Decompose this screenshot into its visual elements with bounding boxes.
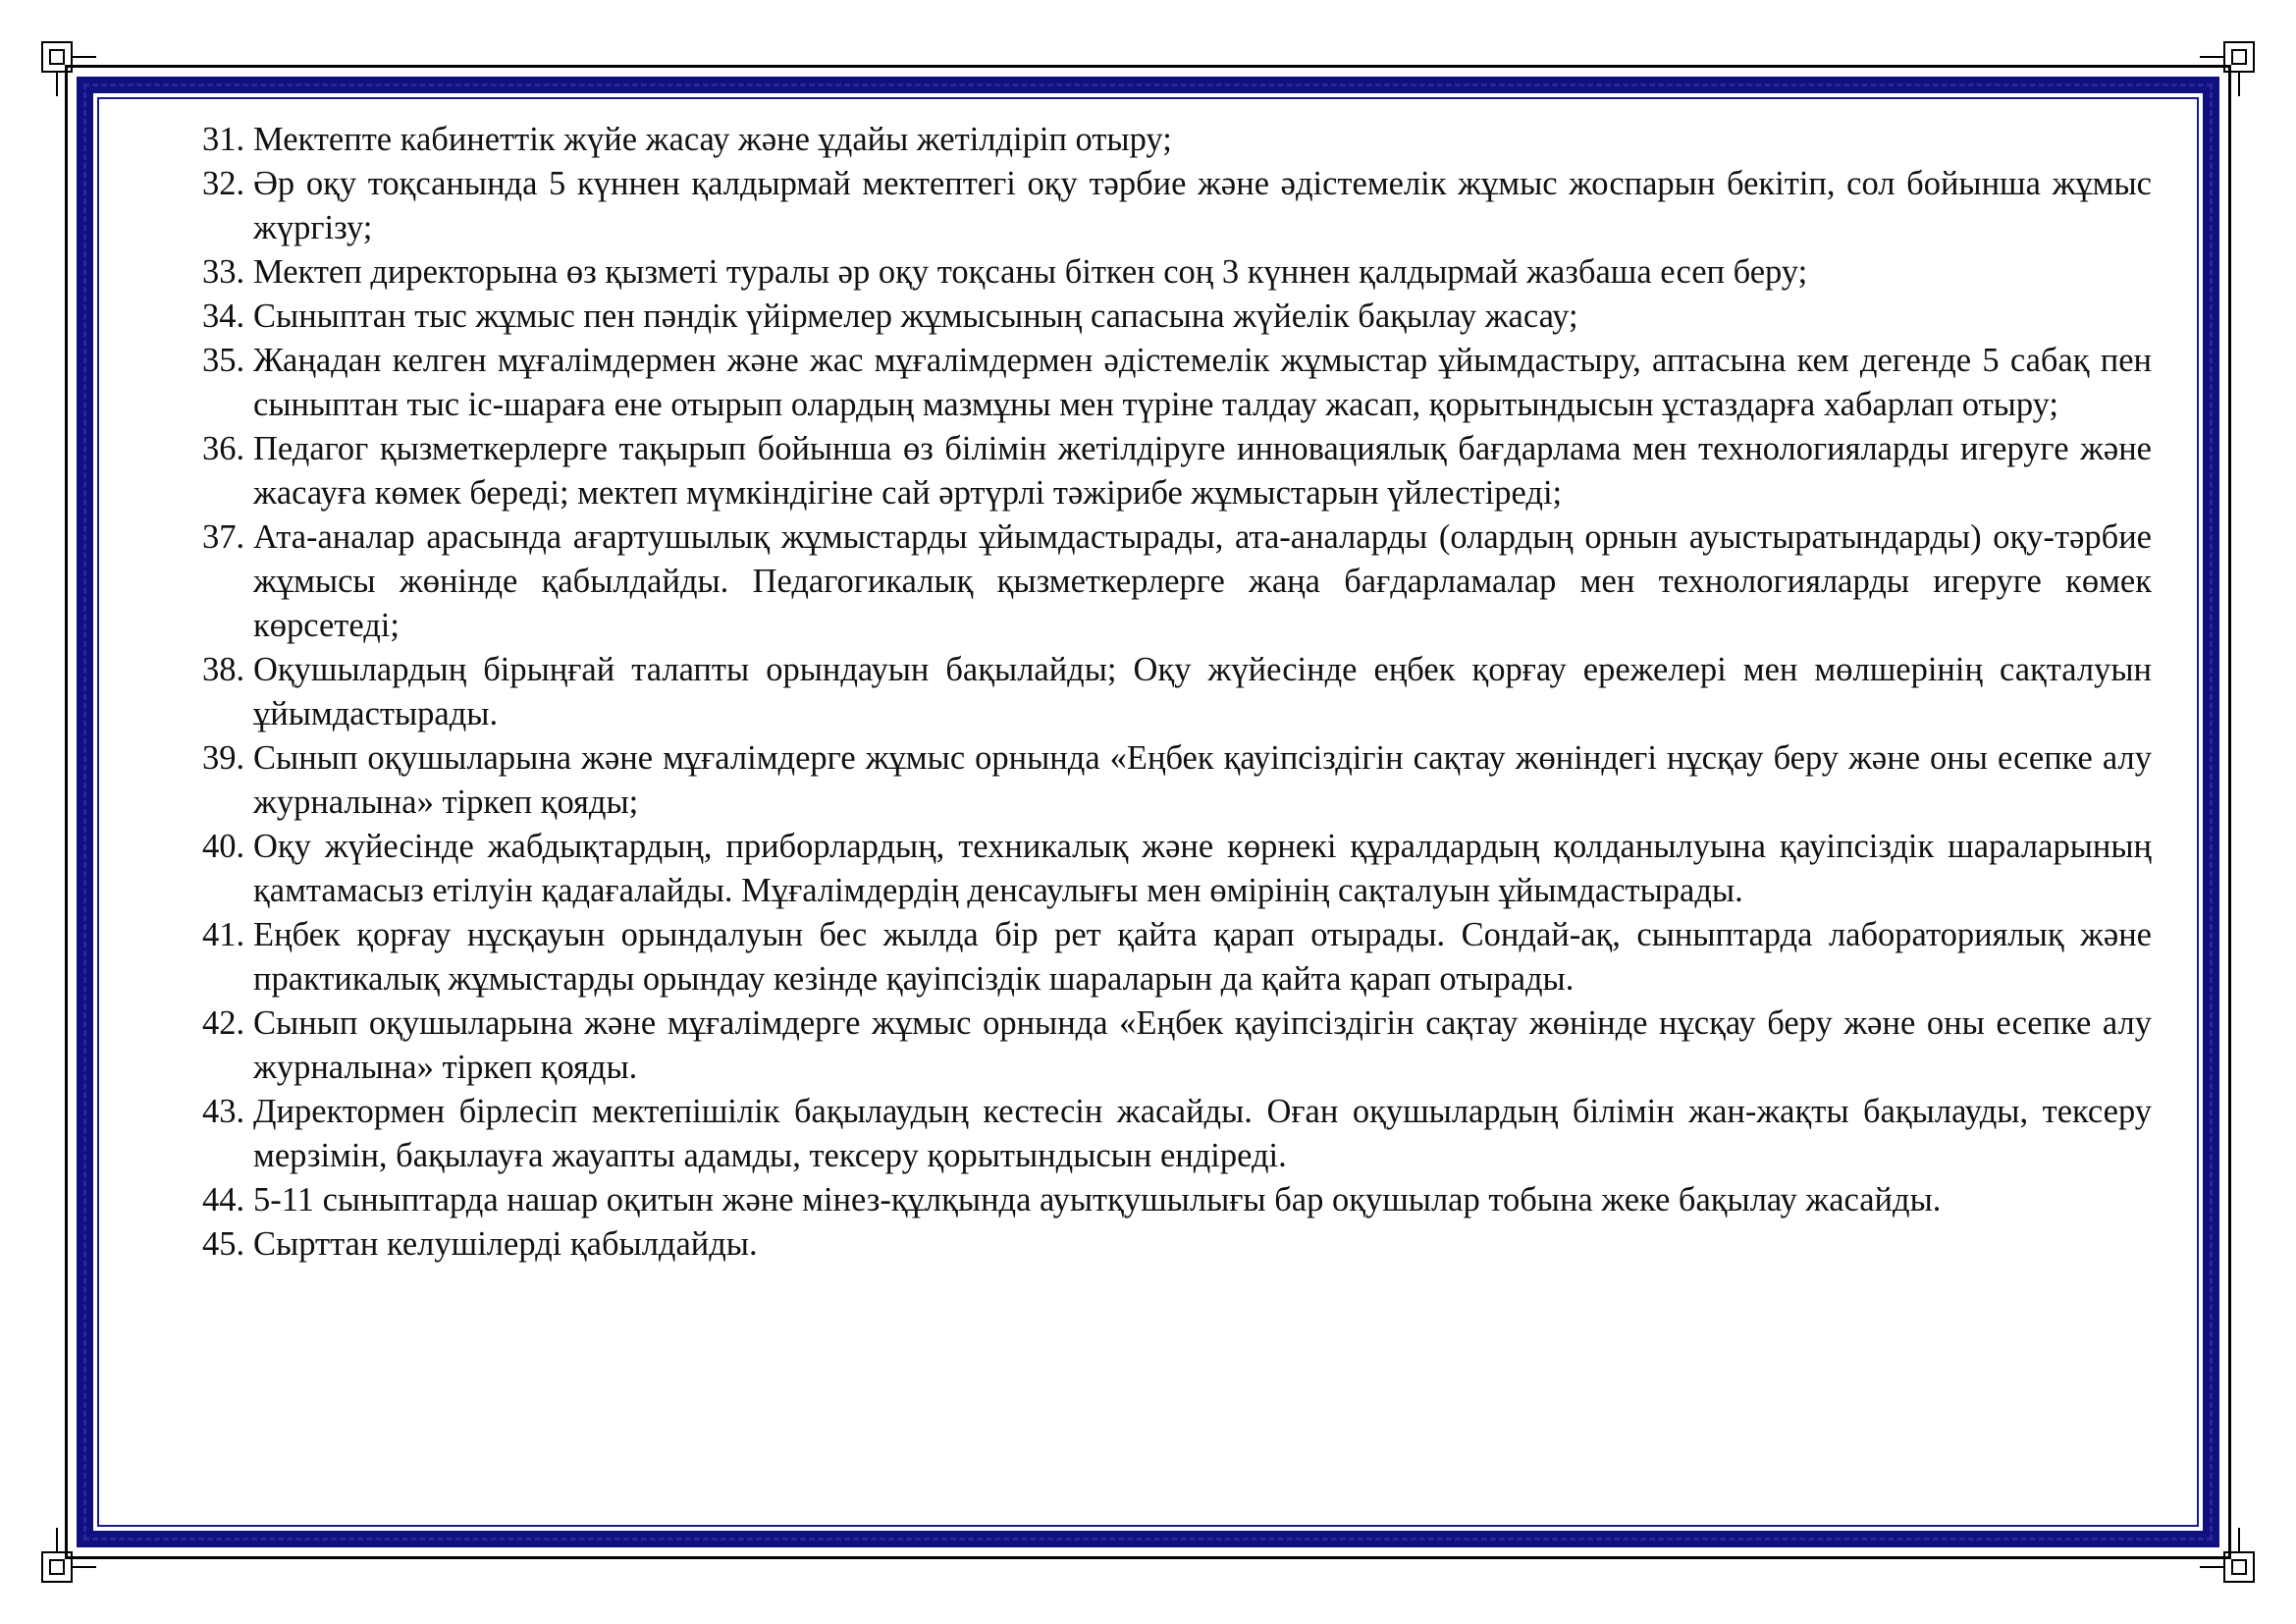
list-item-number: 44. <box>202 1181 245 1218</box>
list-item-number: 39. <box>202 739 245 777</box>
list-item-number: 35. <box>202 342 245 379</box>
list-item-text: Оқу жүйесінде жабдықтардың, приборлардың, техникалық және көрнекі құралдардың қолданылуына қауіпсіздік шараларының қамтамасыз етілуін қадағалайды. Мұғалімдердің денсаулығы мен өмірінің сақталуын ұйымдастырады. <box>253 828 2152 909</box>
list-item-number: 32. <box>202 165 245 202</box>
frame-corner-ornament-icon <box>41 41 96 96</box>
list-item-text: Сыныптан тыс жұмыс пен пәндік үйірмелер жұмысының сапасына жүйелік бақылау жасау; <box>253 298 1578 335</box>
list-item <box>202 427 2152 515</box>
list-item-number: 37. <box>202 518 245 556</box>
list-item-number: 40. <box>202 828 245 865</box>
list-item <box>202 339 2152 427</box>
list-item <box>202 1090 2152 1178</box>
list-item <box>202 913 2152 1001</box>
list-item <box>202 648 2152 736</box>
list-item-number: 41. <box>202 916 245 953</box>
list-item-text: Әр оқу тоқсанында 5 күннен қалдырмай мектептегі оқу тәрбие және әдістемелік жұмыс жоспарын бекітіп, сол бойынша жұмыс жүргізу; <box>253 165 2152 246</box>
list-item-text: Сынып оқушыларына және мұғалімдерге жұмыс орнында «Еңбек қауіпсіздігін сақтау жөніндегі нұсқау беру және оны есепке алу журналына» тіркеп қояды; <box>253 739 2152 821</box>
list-item <box>202 1001 2152 1090</box>
list-item-text: Мектепте кабинеттік жүйе жасау және ұдайы жетілдіріп отыру; <box>253 121 1172 158</box>
list-item-text: Оқушылардың бірыңғай талапты орындауын бақылайды; Оқу жүйесінде еңбек қорғау ережелері мен мөлшерінің сақталуын ұйымдастырады. <box>253 651 2152 732</box>
list-item-number: 43. <box>202 1093 245 1130</box>
list-item <box>202 736 2152 825</box>
list-item-text: Еңбек қорғау нұсқауын орындалуын бес жылда бір рет қайта қарап отырады. Сондай-ақ, сыныптарда лабораториялық және практикалық жұмыстарды орындау кезінде қауіпсіздік шараларын да қайта қарап отырады. <box>253 916 2152 998</box>
list-item <box>202 162 2152 250</box>
list-item-number: 42. <box>202 1004 245 1042</box>
list-item-number: 33. <box>202 253 245 291</box>
list-item <box>202 1178 2152 1222</box>
list-item <box>202 515 2152 648</box>
frame-corner-ornament-icon <box>2200 1528 2255 1583</box>
list-item <box>202 1222 2152 1267</box>
frame-corner-ornament-icon <box>2200 41 2255 96</box>
list-item <box>202 825 2152 913</box>
list-item-number: 38. <box>202 651 245 688</box>
list-item-text: Сынып оқушыларына және мұғалімдерге жұмыс орнында «Еңбек қауіпсіздігін сақтау жөнінде нұсқау беру және оны есепке алу журналына» тіркеп қояды. <box>253 1004 2152 1086</box>
list-item-text: Жаңадан келген мұғалімдермен және жас мұғалімдермен әдістемелік жұмыстар ұйымдастыру, аптасына кем дегенде 5 сабақ пен сыныптан тыс іс-шараға ене отырып олардың мазмұны мен түріне талдау жасап, қорытындысын ұстаздарға хабарлап отыру; <box>253 342 2152 423</box>
list-item-text: Педагог қызметкерлерге тақырып бойынша өз білімін жетілдіруге инновациялық бағдарлама мен технологияларды игеруге және жасауға көмек береді; мектеп мүмкіндігіне сай әртүрлі тәжірибе жұмыстарын үйлестіреді; <box>253 430 2152 512</box>
list-item-number: 34. <box>202 298 245 335</box>
list-item-number: 45. <box>202 1225 245 1263</box>
list-item-text: Мектеп директорына өз қызметі туралы әр оқу тоқсаны біткен соң 3 күннен қалдырмай жазбаша есеп беру; <box>253 253 1808 291</box>
frame-corner-ornament-icon <box>41 1528 96 1583</box>
document-body <box>202 118 2152 1267</box>
list-item-text: Ата-аналар арасында ағартушылық жұмыстарды ұйымдастырады, ата-аналарды (олардың орнын ауыстыратындарды) оқу-тәрбие жұмысы жөнінде қабылдайды. Педагогикалық қызметкерлерге жаңа бағдарламалар мен технологияларды игеруге көмек көрсетеді; <box>253 518 2152 644</box>
list-item <box>202 250 2152 295</box>
list-item-number: 31. <box>202 121 245 158</box>
list-item-text: 5-11 сыныптарда нашар оқитын және мінез-құлқында ауытқушылығы бар оқушылар тобына жеке бақылау жасайды. <box>253 1181 1942 1218</box>
list-item-text: Директормен бірлесіп мектепішілік бақылаудың кестесін жасайды. Оған оқушылардың білімін жан-жақты бақылауды, тексеру мерзімін, бақылауға жауапты адамды, тексеру қорытындысын ендіреді. <box>253 1093 2152 1174</box>
list-item <box>202 118 2152 162</box>
list-item <box>202 295 2152 339</box>
list-item-text: Сырттан келушілерді қабылдайды. <box>253 1225 758 1263</box>
list-item-number: 36. <box>202 430 245 467</box>
